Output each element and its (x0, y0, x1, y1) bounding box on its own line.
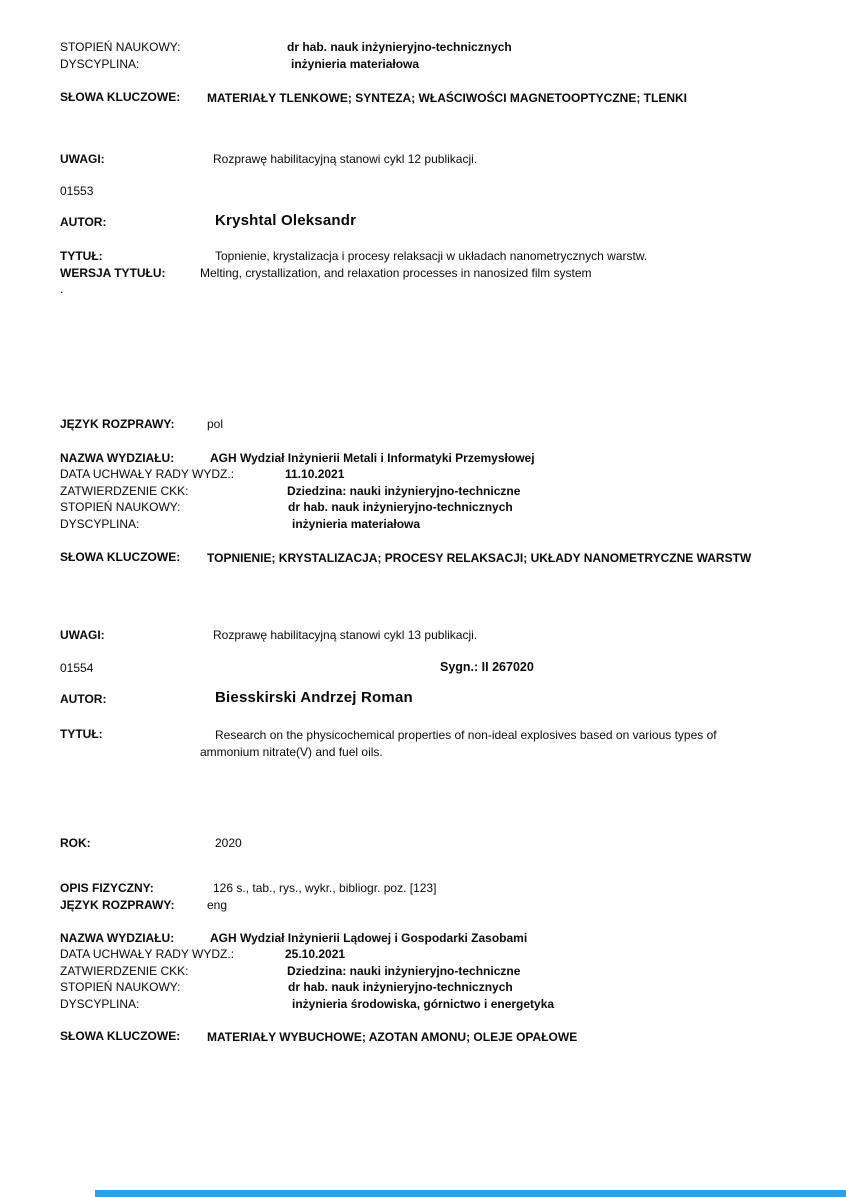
field-keywords (60, 90, 785, 107)
field-label: UWAGI: (60, 628, 105, 642)
field-value: inżynieria środowiska, górnictwo i energetyka (292, 997, 555, 1011)
field-value: pol (207, 417, 224, 431)
field-label: ROK: (60, 836, 91, 850)
field-opis-fizyczny (60, 881, 436, 895)
field-stopien-naukowy (60, 980, 513, 994)
field-value: Dziedzina: nauki inżynieryjno-techniczne (287, 484, 521, 498)
field-label: UWAGI: (60, 152, 105, 166)
field-label: DATA UCHWAŁY RADY WYDZ.: (60, 467, 235, 481)
field-value: inżynieria materiałowa (292, 517, 421, 531)
author-name: Kryshtal Oleksandr (215, 212, 357, 229)
field-rok (60, 836, 242, 850)
field-nazwa-wydzialu (60, 931, 527, 945)
field-jezyk (60, 898, 227, 912)
field-label: ZATWIERDZENIE CKK: (60, 964, 189, 978)
field-value: Dziedzina: nauki inżynieryjno-techniczne (287, 964, 521, 978)
field-tytul (60, 249, 647, 263)
field-label: NAZWA WYDZIAŁU: (60, 931, 175, 945)
field-data-uchwaly (60, 467, 344, 481)
field-value: Rozprawę habilitacyjną stanowi cykl 13 publikacji. (213, 628, 478, 642)
page-break-bar (95, 1190, 846, 1197)
field-value: 2020 (215, 836, 242, 850)
field-label: TYTUŁ: (60, 727, 103, 741)
field-value: MATERIAŁY TLENKOWE; SYNTEZA; WŁAŚCIWOŚCI MAGNETOOPTYCZNE; TLENKI (207, 91, 687, 105)
field-value: Rozprawę habilitacyjną stanowi cykl 12 publikacji. (213, 152, 478, 166)
field-uwagi (60, 152, 477, 166)
field-value: eng (207, 898, 228, 912)
field-keywords (60, 550, 785, 567)
field-value: 25.10.2021 (285, 947, 346, 961)
field-label: SŁOWA KLUCZOWE: (60, 1029, 181, 1043)
field-value: Melting, crystallization, and relaxation processes in nanosized film system (200, 266, 592, 280)
field-label: WERSJA TYTUŁU: (60, 266, 166, 280)
field-value: Topnienie, krystalizacja i procesy relaksacji w układach nanometrycznych warstw. (215, 249, 648, 263)
record-id: 01553 (60, 184, 94, 198)
field-autor (60, 213, 356, 229)
field-stopien-naukowy (60, 40, 512, 54)
field-zatwierdzenie-ckk (60, 964, 520, 978)
field-dyscyplina (60, 997, 554, 1011)
field-stopien-naukowy (60, 500, 513, 514)
field-label: STOPIEŃ NAUKOWY: (60, 40, 181, 54)
field-value: dr hab. nauk inżynieryjno-technicznych (288, 500, 513, 514)
field-value: Research on the physicochemical properties of non-ideal explosives based on various types of ammonium nitrate(V) and fuel oils. (200, 728, 717, 759)
author-name: Biesskirski Andrzej Roman (215, 689, 413, 706)
field-keywords (60, 1029, 785, 1046)
field-label: AUTOR: (60, 692, 107, 706)
field-label: AUTOR: (60, 215, 107, 229)
field-label: JĘZYK ROZPRAWY: (60, 898, 175, 912)
field-value: 11.10.2021 (285, 467, 345, 481)
field-value: inżynieria materiałowa (291, 57, 420, 71)
field-uwagi (60, 628, 477, 642)
signature: Sygn.: II 267020 (440, 660, 534, 674)
field-value: MATERIAŁY WYBUCHOWE; AZOTAN AMONU; OLEJE OPAŁOWE (207, 1030, 578, 1044)
field-value: AGH Wydział Inżynierii Lądowej i Gospodarki Zasobami (210, 931, 528, 945)
field-label: STOPIEŃ NAUKOWY: (60, 500, 181, 514)
field-dyscyplina (60, 517, 420, 531)
field-label: ZATWIERDZENIE CKK: (60, 484, 189, 498)
field-jezyk (60, 417, 223, 431)
field-dyscyplina (60, 57, 419, 71)
field-label: DATA UCHWAŁY RADY WYDZ.: (60, 947, 235, 961)
field-label: JĘZYK ROZPRAWY: (60, 417, 175, 431)
field-value: dr hab. nauk inżynieryjno-technicznych (288, 980, 513, 994)
record-id: 01554 (60, 661, 94, 675)
field-value: AGH Wydział Inżynierii Metali i Informatyki Przemysłowej (210, 451, 535, 465)
field-data-uchwaly (60, 947, 345, 961)
field-label: STOPIEŃ NAUKOWY: (60, 980, 181, 994)
field-label: DYSCYPLINA: (60, 517, 140, 531)
stray-period: . (60, 282, 64, 296)
field-tytul (60, 727, 778, 761)
field-autor (60, 690, 413, 706)
field-label: NAZWA WYDZIAŁU: (60, 451, 175, 465)
field-label: DYSCYPLINA: (60, 57, 140, 71)
field-value: 126 s., tab., rys., wykr., bibliogr. poz. [123] (213, 881, 437, 895)
field-label: SŁOWA KLUCZOWE: (60, 550, 181, 564)
field-label: SŁOWA KLUCZOWE: (60, 90, 181, 104)
field-nazwa-wydzialu (60, 451, 535, 465)
field-zatwierdzenie-ckk (60, 484, 520, 498)
field-label: DYSCYPLINA: (60, 997, 140, 1011)
field-value: dr hab. nauk inżynieryjno-technicznych (287, 40, 512, 54)
field-wersja-tytulu (60, 266, 592, 280)
field-label: TYTUŁ: (60, 249, 103, 263)
field-label: OPIS FIZYCZNY: (60, 881, 154, 895)
field-value: TOPNIENIE; KRYSTALIZACJA; PROCESY RELAKSACJI; UKŁADY NANOMETRYCZNE WARSTW (207, 551, 752, 565)
